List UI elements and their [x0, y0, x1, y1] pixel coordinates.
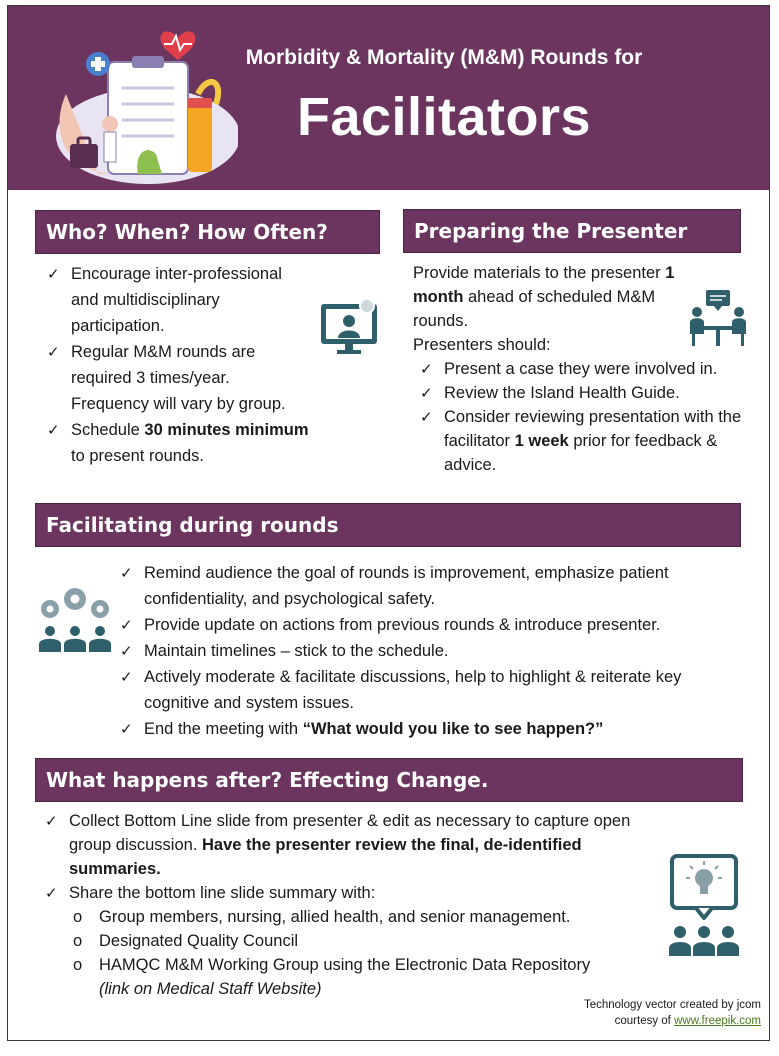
after-list [45, 809, 670, 905]
facilitating-heading [35, 503, 741, 547]
after-sub-note: (link on Medical Staff Website) [99, 980, 322, 998]
list-item: o Designated Quality Council [69, 929, 669, 953]
list-item: ✓ Review the Island Health Guide. [420, 381, 755, 405]
list-item: ✓ Consider reviewing presentation with the facilitator 1 week prior for feedback & advice. [420, 405, 755, 477]
meeting-discussion-icon [688, 290, 748, 348]
facilitating-list [120, 560, 730, 742]
after-heading-text: What happens after? Effecting Change. [46, 768, 489, 792]
list-item: ✓ Schedule 30 minutes minimum to present rounds. [47, 417, 309, 469]
list-item: ✓ Collect Bottom Line slide from presenter & edit as necessary to capture open group discussion. Have the presenter review the final, de-identified summaries. [45, 809, 670, 881]
prep-list [420, 357, 755, 477]
prep-heading [403, 209, 741, 253]
monitor-user-icon [318, 296, 380, 358]
list-item: ✓ Remind audience the goal of rounds is improvement, emphasize patient confidentiality, and psychological safety. [120, 560, 730, 612]
prep-heading-text: Preparing the Presenter [414, 219, 688, 243]
page-title: Facilitators [296, 87, 592, 147]
list-item: ✓ End the meeting with “What would you like to see happen?” [120, 716, 730, 742]
gears-team-icon [36, 581, 114, 653]
list-item: ✓ Actively moderate & facilitate discussions, help to highlight & reiterate key cognitive and system issues. [120, 664, 730, 716]
list-item: ✓ Regular M&M rounds are required 3 times/year. Frequency will vary by group. [47, 339, 309, 417]
list-item: ✓ Maintain timelines – stick to the schedule. [120, 638, 730, 664]
prep-intro: Provide materials to the presenter 1 month ahead of scheduled M&M rounds. [413, 264, 675, 330]
idea-team-icon [666, 852, 742, 956]
who-heading-text: Who? When? How Often? [46, 220, 328, 244]
header-banner [8, 6, 769, 190]
flyer-page [7, 5, 770, 1041]
list-item: ✓ Share the bottom line slide summary with: [45, 881, 670, 905]
clipboard-doctor-illustration [38, 24, 238, 184]
list-item: ✓ Present a case they were involved in. [420, 357, 755, 381]
who-list [47, 261, 309, 469]
freepik-link[interactable]: www.freepik.com [674, 1015, 761, 1027]
list-item: o Group members, nursing, allied health, and senior management. [69, 905, 669, 929]
after-heading [35, 758, 743, 802]
header-subtitle: Morbidity & Mortality (M&M) Rounds for [245, 46, 643, 69]
credit-line: courtesy of www.freepik.com [614, 1015, 761, 1027]
facilitating-heading-text: Facilitating during rounds [46, 513, 339, 537]
prep-should: Presenters should: [413, 336, 551, 354]
credit-link[interactable]: Technology vector created by jcom [583, 999, 761, 1011]
after-sublist [69, 905, 669, 977]
list-item: ✓ Provide update on actions from previous rounds & introduce presenter. [120, 612, 730, 638]
list-item: ✓ Encourage inter-professional and multidisciplinary participation. [47, 261, 309, 339]
who-heading [35, 210, 380, 254]
list-item: o HAMQC M&M Working Group using the Electronic Data Repository [69, 953, 669, 977]
